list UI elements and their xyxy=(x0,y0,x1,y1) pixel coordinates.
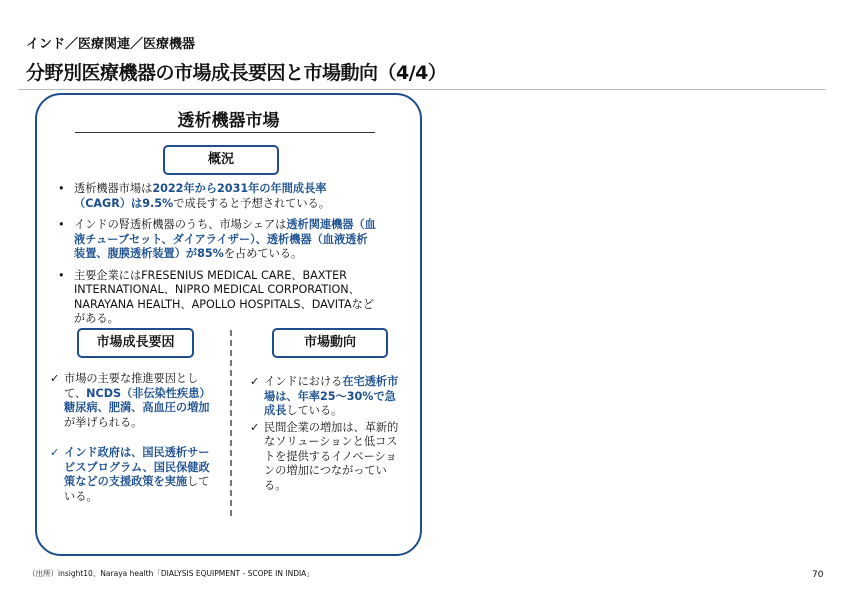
text: 透析機器市場は xyxy=(74,182,153,195)
text: インドの腎透析機器のうち、市場シェアは xyxy=(74,218,287,231)
source-note: （出所）insight10、Naraya health「DIALYSIS EQUIPMENT - SCOPE IN INDIA」 xyxy=(28,569,314,578)
list-item xyxy=(56,269,376,327)
text: で成長すると予想されている。 xyxy=(173,196,330,210)
page-title: 分野別医療機器の市場成長要因と市場動向（4/4） xyxy=(26,62,447,84)
text: 主要企業にはFRESENIUS MEDICAL CARE、BAXTER INTERNATIONAL、NIPRO MEDICAL CORPORATION、NARAYANA HEALTH、APOLLO HOSPITALS、DAVITAなどがある。 xyxy=(74,268,375,325)
highlight-text: 透析関連機器（血液チューブセット、ダイアライザー）、透析機器（血液透析装置、腹膜透析装置）が85% xyxy=(74,218,376,260)
check-icon: ✓ xyxy=(250,375,260,388)
list-item xyxy=(56,182,376,211)
highlight-text: 在宅透析市場は、年率25～30%で急成長 xyxy=(264,375,399,417)
panel-title: 透析機器市場 xyxy=(177,111,280,131)
text: している。 xyxy=(64,475,210,503)
page-number: 70 xyxy=(812,570,824,580)
text: インドにおける xyxy=(264,375,343,388)
list-item xyxy=(50,446,220,504)
title-divider xyxy=(18,89,826,90)
growth-factors-label: 市場成長要因 xyxy=(77,328,194,358)
breadcrumb: インド／医療関連／医療機器 xyxy=(26,37,196,52)
market-trend-label: 市場動向 xyxy=(272,328,388,358)
list-item xyxy=(50,372,220,430)
market-trend-list xyxy=(250,375,405,493)
highlight-text: NCDS（非伝染性疾患）糖尿病、肥満、高血圧の増加 xyxy=(64,386,211,414)
text: を占めている。 xyxy=(223,247,303,260)
growth-factors-list xyxy=(50,372,220,504)
panel-title-underline xyxy=(75,132,375,133)
text: が挙げられる。 xyxy=(64,415,143,429)
highlight-text: インド政府は、国民透析サービスプログラム、国民保健政策などの支援政策を実施 xyxy=(64,446,210,488)
text: 民間企業の増加は、革新的なソリューションと低コストを提供するイノベーションの増加につながっている。 xyxy=(264,420,399,492)
list-item xyxy=(250,375,405,419)
list-item xyxy=(250,421,405,494)
text: している。 xyxy=(286,404,343,417)
list-item xyxy=(56,218,376,262)
overview-label: 概況 xyxy=(163,145,279,175)
overview-bullets xyxy=(56,182,376,334)
check-icon: ✓ xyxy=(250,420,260,434)
check-icon: ✓ xyxy=(50,446,60,459)
text: 市場の主要な推進要因として、 xyxy=(64,372,199,400)
check-icon: ✓ xyxy=(50,372,60,385)
column-divider xyxy=(230,330,232,516)
highlight-text: 2022年から2031年の年間成長率（CAGR）は9.5% xyxy=(74,182,327,210)
